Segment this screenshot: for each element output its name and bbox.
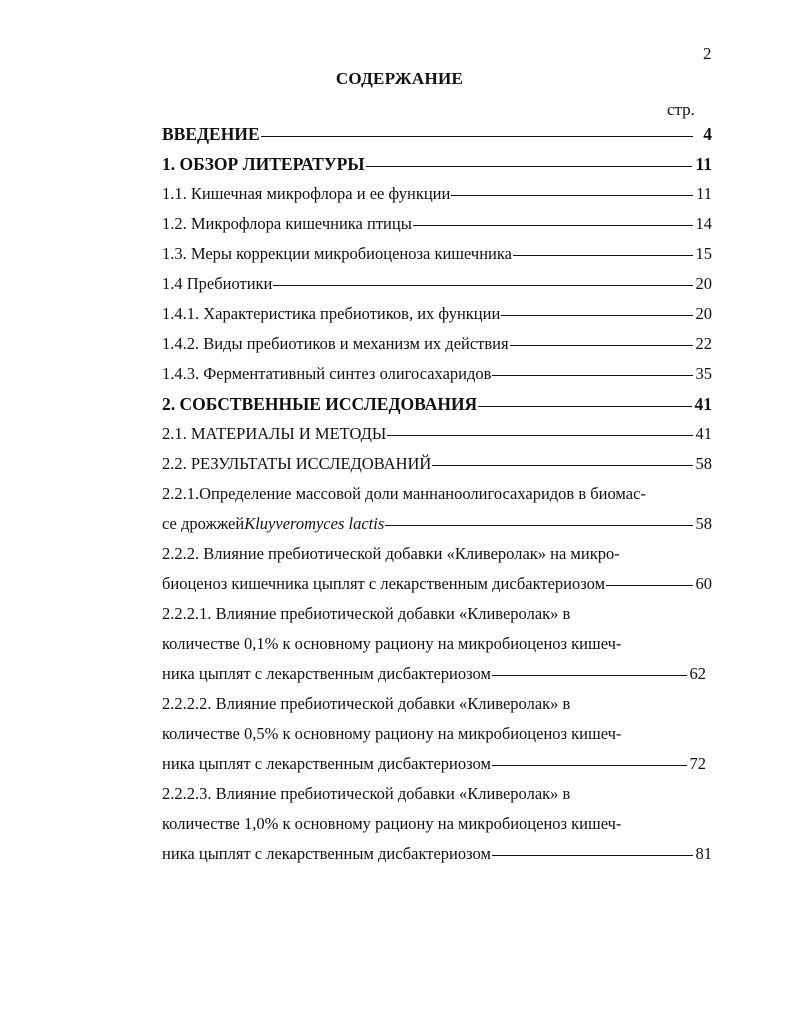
toc-entry-line xyxy=(162,814,712,844)
leader-line xyxy=(492,375,692,376)
leader-line xyxy=(492,765,687,766)
toc-entry-line xyxy=(162,634,712,664)
toc-entry-title-line2: количестве 0,5% к основному рациону на микробиоценоз кишеч- xyxy=(162,724,622,743)
toc-entry-page: 60 xyxy=(695,574,712,593)
toc-entry-line xyxy=(162,754,712,784)
page-number: 2 xyxy=(703,44,712,63)
toc-entry-2-2-2-3[interactable] xyxy=(162,784,712,874)
table-of-contents xyxy=(162,124,712,874)
toc-entry-1-2[interactable] xyxy=(162,214,712,244)
toc-entry-line xyxy=(162,844,712,874)
toc-entry-page: 20 xyxy=(695,304,712,323)
leader-line xyxy=(501,315,692,316)
toc-entry-1-4-2[interactable] xyxy=(162,334,712,364)
toc-entry-page: 81 xyxy=(695,844,712,863)
leader-line xyxy=(606,585,692,586)
toc-entry-line xyxy=(162,484,712,514)
toc-entry-title: 1.1. Кишечная микрофлора и ее функции xyxy=(162,184,451,203)
toc-entry-page: 11 xyxy=(695,154,712,174)
leader-line xyxy=(492,855,693,856)
toc-entry-title: 1.4.3. Ферментативный синтез олигосахаридов xyxy=(162,364,492,383)
toc-entry-page: 62 xyxy=(689,664,706,683)
toc-entry-title-line3: ника цыплят с лекарственным дисбактериозом xyxy=(162,844,491,863)
toc-entry-1-4[interactable] xyxy=(162,274,712,304)
leader-line xyxy=(261,136,693,137)
toc-entry-1-4-1[interactable] xyxy=(162,304,712,334)
toc-entry-line xyxy=(162,724,712,754)
toc-entry-page: 41 xyxy=(694,394,712,414)
toc-entry-2-2-2-1[interactable] xyxy=(162,604,712,694)
toc-entry-2-2-2-2[interactable] xyxy=(162,694,712,784)
toc-entry-title-line2: се дрожжей xyxy=(162,514,245,533)
page-column-label: стр. xyxy=(667,100,695,119)
toc-entry-chapter-2[interactable] xyxy=(162,394,712,424)
toc-entry-title-line1: 2.2.2.2. Влияние пребиотической добавки «Кливеролак» в xyxy=(162,694,571,713)
toc-entry-title-line2: количестве 1,0% к основному рациону на микробиоценоз кишеч- xyxy=(162,814,622,833)
toc-entry-title-line1: 2.2.2.1. Влияние пребиотической добавки «Кливеролак» в xyxy=(162,604,571,623)
toc-entry-page: 4 xyxy=(703,124,712,144)
toc-entry-line xyxy=(162,514,712,544)
toc-entry-page: 58 xyxy=(695,454,712,473)
toc-entry-title-line2: количестве 0,1% к основному рациону на микробиоценоз кишеч- xyxy=(162,634,622,653)
toc-entry-title-line2: биоценоз кишечника цыплят с лекарственным дисбактериозом xyxy=(162,574,606,593)
leader-line xyxy=(366,166,693,167)
page-title: СОДЕРЖАНИЕ xyxy=(335,69,464,88)
toc-entry-title: 1.4.2. Виды пребиотиков и механизм их действия xyxy=(162,334,509,353)
toc-entry-title: 1.4 Пребиотики xyxy=(162,274,273,293)
toc-entry-line xyxy=(162,604,712,634)
toc-entry-title-line1: 2.2.2. Влияние пребиотической добавки «Кливеролак» на микро- xyxy=(162,544,620,563)
toc-entry-introduction[interactable] xyxy=(162,124,712,154)
toc-entry-2-2-2[interactable] xyxy=(162,544,712,604)
toc-entry-title-line1: 2.2.1.Определение массовой доли маннаноолигосахаридов в биомас- xyxy=(162,484,646,503)
toc-entry-page: 41 xyxy=(695,424,712,443)
toc-entry-line xyxy=(162,664,712,694)
toc-entry-page: 58 xyxy=(695,514,712,533)
toc-entry-page: 35 xyxy=(695,364,712,383)
toc-entry-1-3[interactable] xyxy=(162,244,712,274)
toc-entry-title-line3: ника цыплят с лекарственным дисбактериозом xyxy=(162,664,491,683)
leader-line xyxy=(451,195,693,196)
toc-entry-2-2[interactable] xyxy=(162,454,712,484)
toc-entry-chapter-1[interactable] xyxy=(162,154,712,184)
toc-entry-page: 22 xyxy=(695,334,712,353)
toc-entry-1-4-3[interactable] xyxy=(162,364,712,394)
toc-entry-title: 1.3. Меры коррекции микробиоценоза кишечника xyxy=(162,244,512,263)
leader-line xyxy=(387,435,692,436)
toc-entry-page: 15 xyxy=(695,244,712,263)
toc-entry-title: 2. СОБСТВЕННЫЕ ИССЛЕДОВАНИЯ xyxy=(162,394,478,414)
leader-line xyxy=(413,225,693,226)
leader-line xyxy=(513,255,693,256)
toc-entry-title: 2.2. РЕЗУЛЬТАТЫ ИССЛЕДОВАНИЙ xyxy=(162,454,432,473)
toc-entry-line xyxy=(162,694,712,724)
leader-line xyxy=(510,345,693,346)
toc-entry-title: 1. ОБЗОР ЛИТЕРАТУРЫ xyxy=(162,154,365,174)
toc-entry-2-1[interactable] xyxy=(162,424,712,454)
toc-entry-title-line1: 2.2.2.3. Влияние пребиотической добавки «Кливеролак» в xyxy=(162,784,571,803)
leader-line xyxy=(432,465,692,466)
toc-entry-title: ВВЕДЕНИЕ xyxy=(162,124,260,144)
toc-entry-title: 1.4.1. Характеристика пребиотиков, их функции xyxy=(162,304,501,323)
toc-entry-title: 1.2. Микрофлора кишечника птицы xyxy=(162,214,412,233)
leader-line xyxy=(385,525,692,526)
toc-entry-page: 72 xyxy=(689,754,706,773)
toc-entry-title: 2.1. МАТЕРИАЛЫ И МЕТОДЫ xyxy=(162,424,387,443)
toc-entry-line xyxy=(162,574,712,604)
leader-line xyxy=(492,675,687,676)
species-name: Kluyveromyces lactis xyxy=(244,514,385,533)
leader-line xyxy=(273,285,692,286)
toc-entry-line xyxy=(162,784,712,814)
toc-entry-page: 20 xyxy=(695,274,712,293)
toc-entry-1-1[interactable] xyxy=(162,184,712,214)
toc-entry-line xyxy=(162,544,712,574)
leader-line xyxy=(478,406,691,407)
toc-entry-2-2-1[interactable] xyxy=(162,484,712,544)
toc-entry-page: 11 xyxy=(696,184,712,203)
toc-entry-title-line3: ника цыплят с лекарственным дисбактериозом xyxy=(162,754,491,773)
toc-entry-page: 14 xyxy=(695,214,712,233)
